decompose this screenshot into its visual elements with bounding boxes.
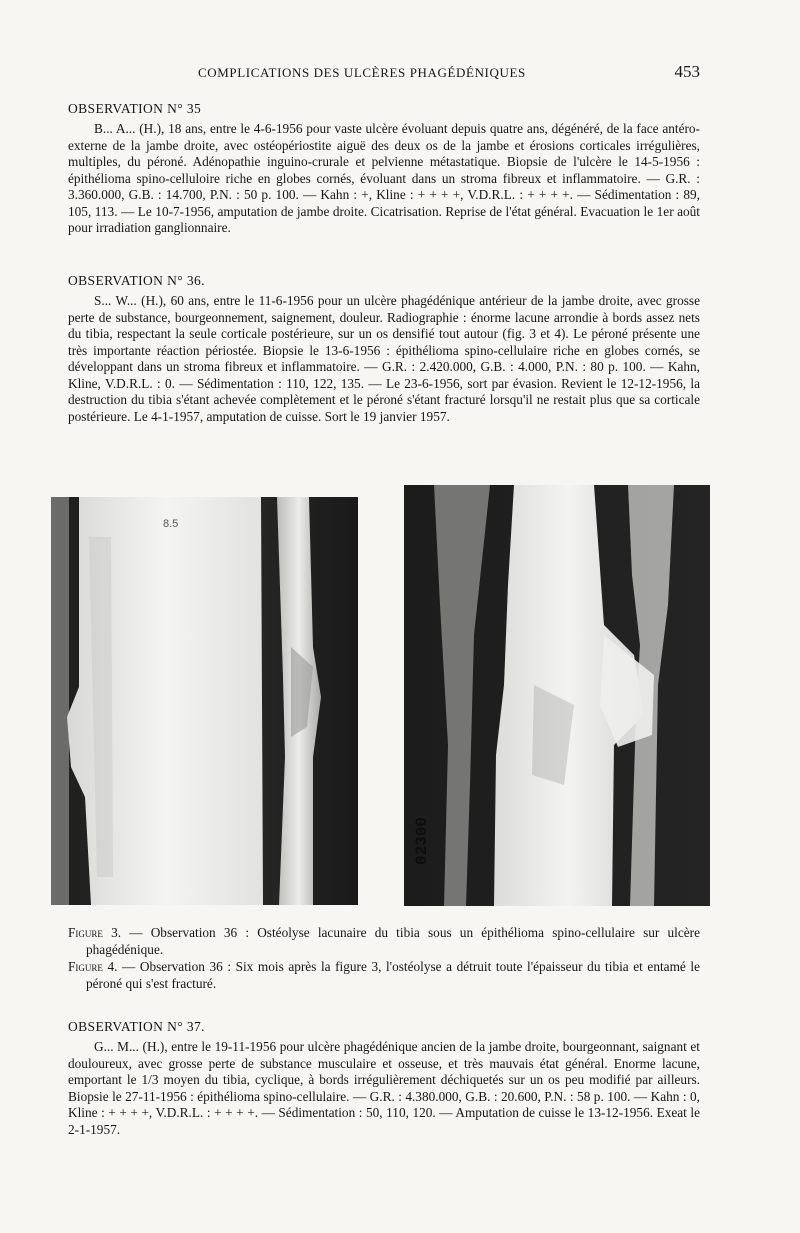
film-mark: 02300 — [413, 816, 431, 865]
observation-body: B... A... (H.), 18 ans, entre le 4-6-1956 pour vaste ulcère évoluant depuis quatre ans, dégénéré, de la face antéro-externe de la jambe droite, avec ostéopériostite aiguë des deux os de la jambe et érosions corticales irrégulières, multiples, du péroné. Adénopathie inguino-crurale et pelvienne métastatique. Biopsie de l'ulcère le 14-5-1956 : épithélioma spino-celluloire riche en globes cornés, évoluant dans un stroma fibreux et inflammatoire. — G.R. : 3.360.000, G.B. : 14.700, P.N. : 50 p. 100. — Kahn : +, Kline : + + + +, V.D.R.L. : + + + +. — Sédimentation : 89, 105, 113. — Le 10-7-1956, amputation de jambe droite. Cicatrisation. Reprise de l'état général. Evacuation le 1er août pour irradiation ganglionnaire. — [68, 121, 700, 235]
figure-3-caption — [68, 925, 700, 958]
figure-caption-text: — Observation 36 : Six mois après la figure 3, l'ostéolyse a détruit toute l'épaisseur du tibia et entamé le péroné qui s'est fracturé. — [86, 959, 700, 991]
figure-label: Figure 3. — [68, 925, 122, 940]
figure-label: Figure 4. — [68, 959, 118, 974]
observation-heading: OBSERVATION N° 35 — [68, 101, 202, 116]
radiograph-image — [404, 485, 710, 906]
figure-3-radiograph — [51, 497, 358, 905]
film-mark: 8.5 — [163, 518, 179, 530]
observation-heading: OBSERVATION N° 36. — [68, 273, 205, 288]
running-head — [68, 62, 700, 84]
observation-body: S... W... (H.), 60 ans, entre le 11-6-1956 pour un ulcère phagédénique antérieur de la jambe droite, avec grosse perte de substance, bourgeonnement, saignement, douleur. Radiographie : énorme lacune arrondie à bords assez nets du tibia, respectant la seule corticale postérieure, sur un os densifié tout autour (fig. 3 et 4). Le péroné présente une très importante réaction périostée. Biopsie le 13-6-1956 : épithélioma spino-cellulaire riche en globes cornés, se développant dans un stroma fibreux et inflammatoire. — G.R. : 2.420.000, G.B. : 4.000, P.N. : 80 p. 100. — Kahn, Kline, V.D.R.L. : 0. — Sédimentation : 110, 122, 135. — Le 23-6-1956, sort par évasion. Revient le 12-12-1956, la destruction du tibia s'étant achevée complètement et le péroné s'étant fracturé lorsqu'il ne restait plus que sa corticale postérieure. Le 4-1-1957, amputation de cuisse. Sort le 19 janvier 1957. — [68, 293, 700, 424]
observation-heading: OBSERVATION N° 37. — [68, 1019, 205, 1034]
observation-36 — [68, 272, 700, 425]
figure-4-radiograph — [404, 485, 710, 906]
figure-caption-text: — Observation 36 : Ostéolyse lacunaire du tibia sous un épithélioma spino-cellulaire sur ulcère phagédénique. — [86, 925, 701, 957]
running-title: COMPLICATIONS DES ULCÈRES PHAGÉDÉNIQUES — [198, 65, 526, 80]
figure-4-caption — [68, 959, 700, 992]
observation-37 — [68, 1018, 700, 1138]
page-number: 453 — [674, 62, 700, 81]
observation-body: G... M... (H.), entre le 19-11-1956 pour ulcère phagédénique ancien de la jambe droite, bourgeonnant, saignant et douloureux, avec grosse perte de substance musculaire et osseuse, et très mauvais état général. Enorme lacune, emportant le 1/3 moyen du tibia, cyclique, à bords irrégulièrement déchiquetés sur un os peu modifié par ailleurs. Biopsie le 27-11-1956 : épithélioma spino-cellulaire. — G.R. : 4.380.000, G.B. : 20.600, P.N. : 58 p. 100. — Kahn : 0, Kline : + + + +, V.D.R.L. : + + + +. — Sédimentation : 50, 110, 120. — Amputation de cuisse le 13-12-1956. Exeat le 2-1-1957. — [68, 1039, 700, 1137]
observation-35 — [68, 100, 700, 237]
radiograph-image — [51, 497, 358, 905]
